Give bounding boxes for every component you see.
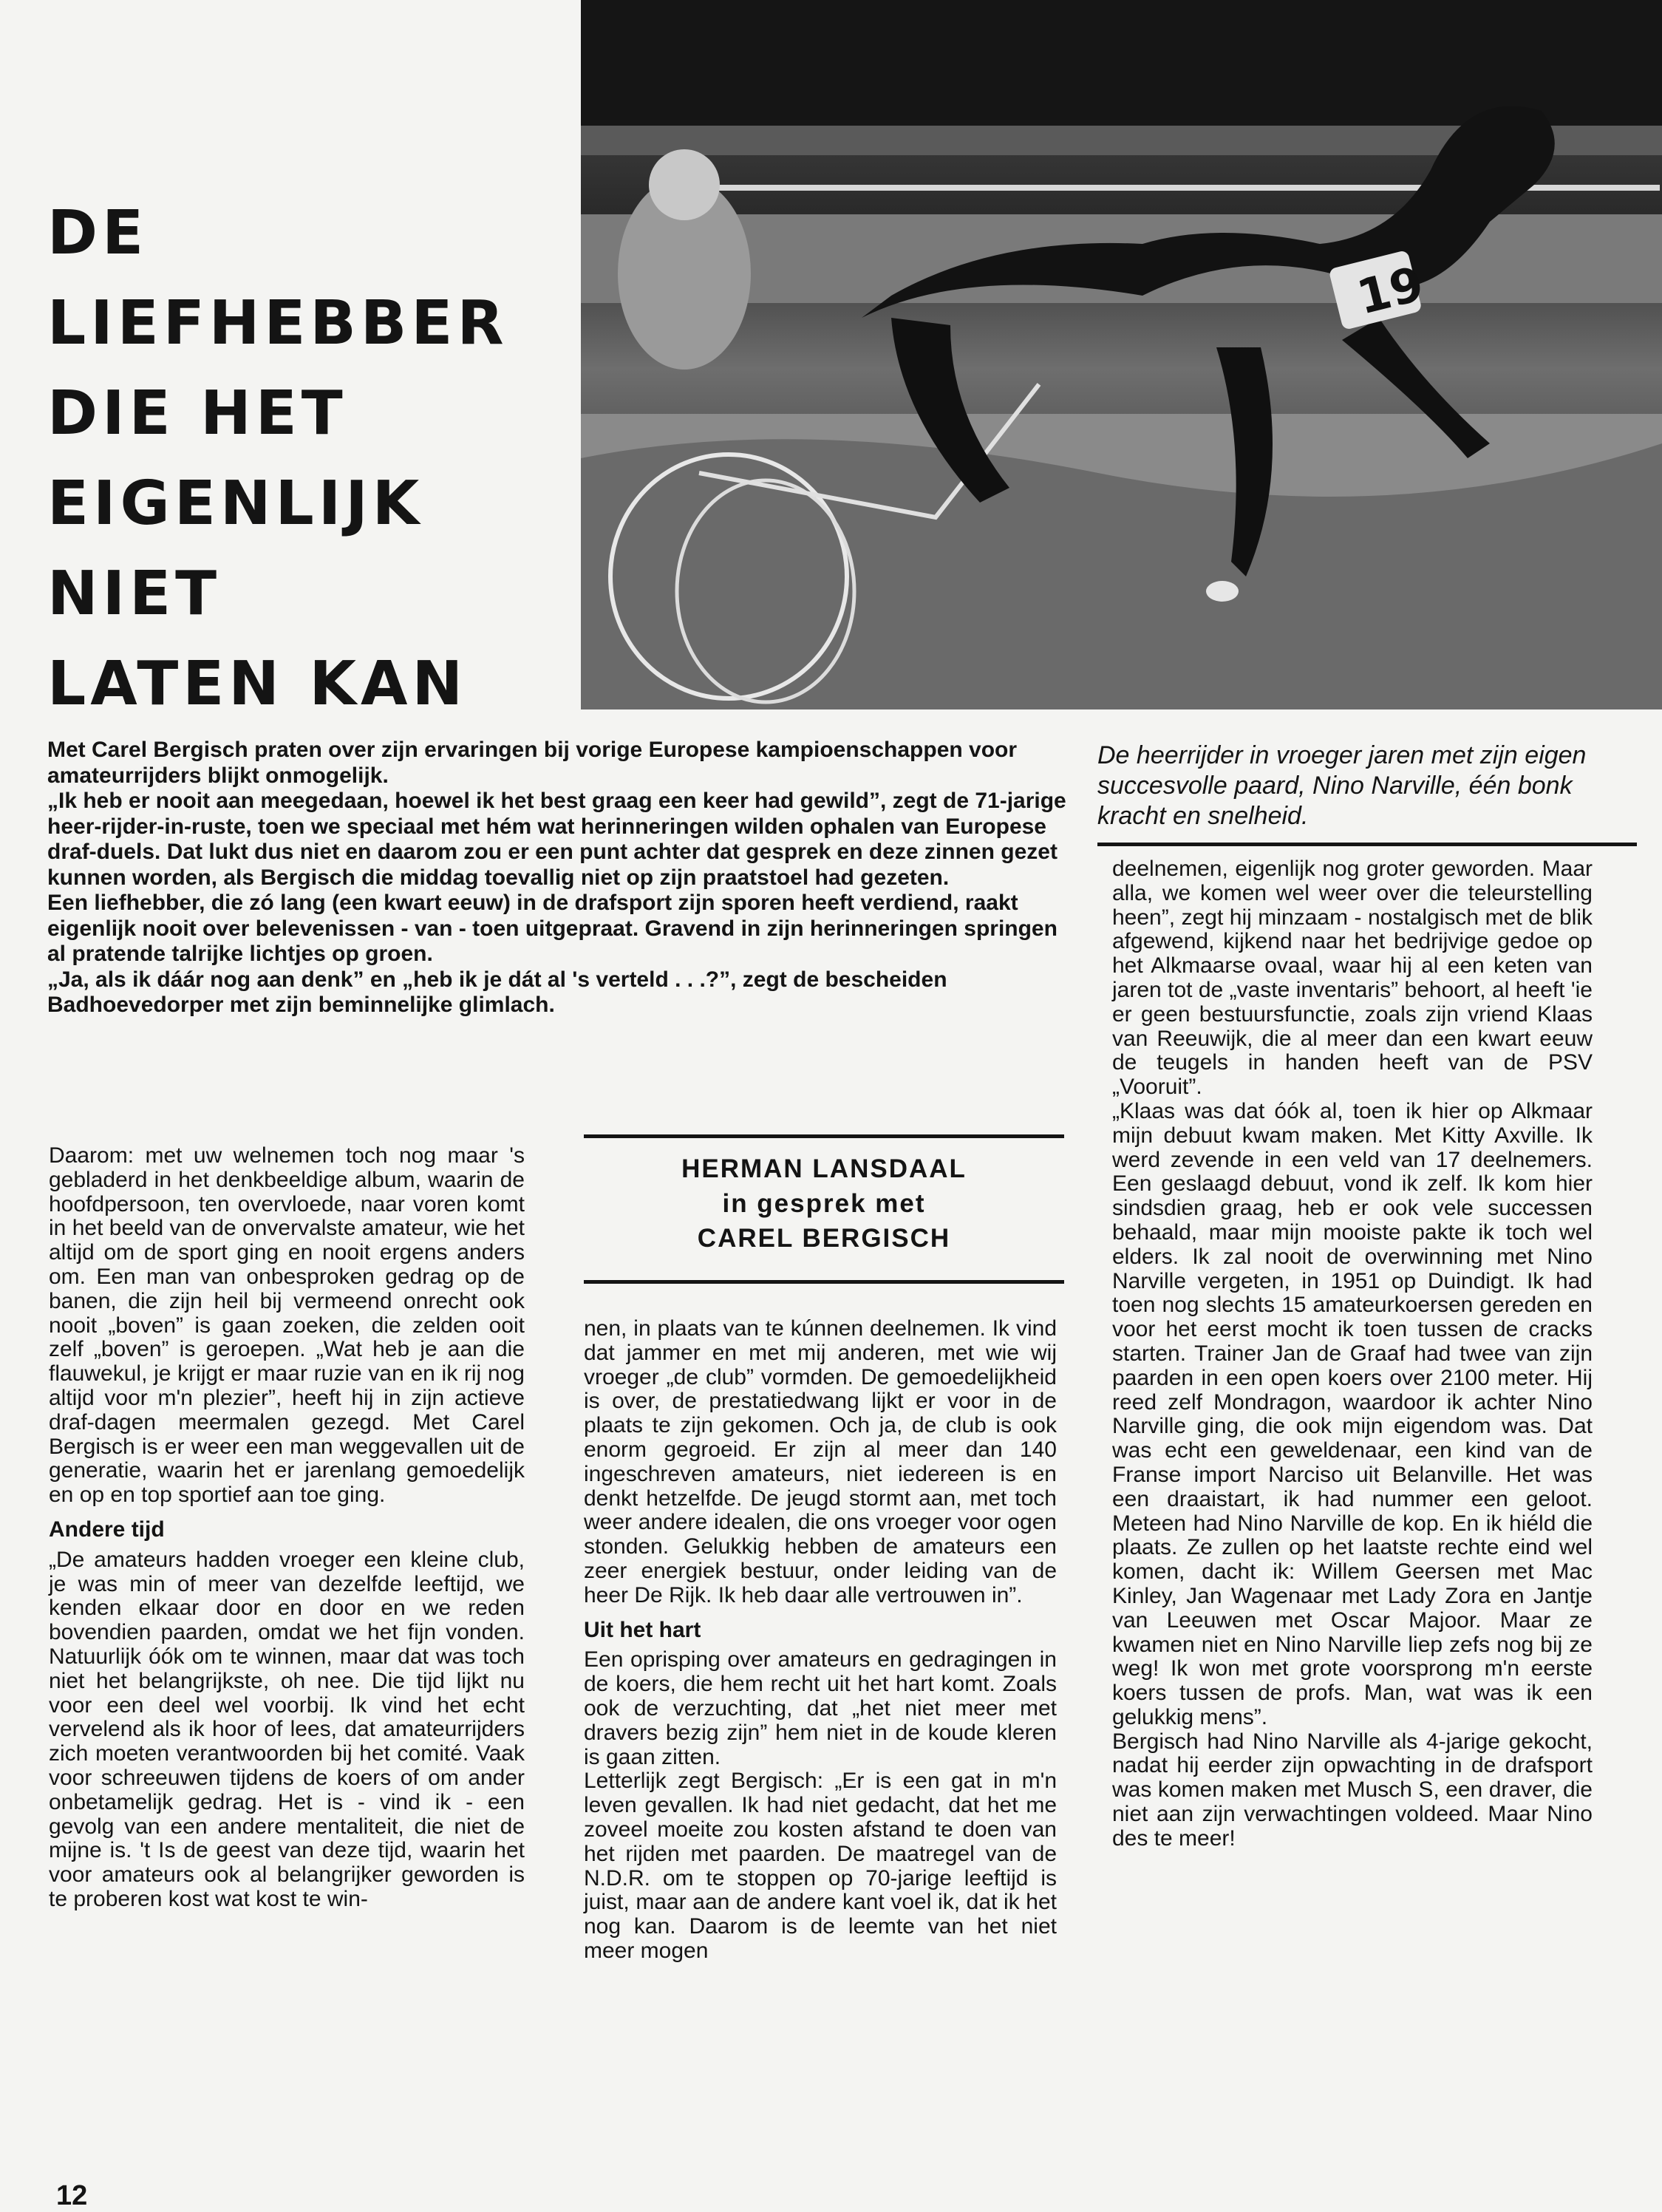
intro <box>47 738 1067 1018</box>
headline-line: NIET <box>47 559 222 629</box>
byline-subject: CAREL BERGISCH <box>697 1224 951 1253</box>
intro-paragraph: Een liefhebber, die zó lang (een kwart eeuw) in de drafsport zijn sporen heeft verdiend, raakt eigenlijk nooit over belevenissen - van - toen uitgepraat. Gravend in zijn herinneringen springen al pratende talrijke lichtjes op groen. <box>47 891 1058 966</box>
headline <box>47 188 565 729</box>
body-paragraph: Bergisch had Nino Narville als 4-jarige gekocht, nadat hij eerder zijn opwachting in de drafsport was komen maken met Musch S, een draver, die niet aan zijn verwachtingen voldeed. Maar Nino des te meer! <box>1112 1729 1593 1851</box>
subheading: Uit het hart <box>584 1617 701 1642</box>
body-paragraph: „Klaas was dat óók al, toen ik hier op Alkmaar mijn debuut kwam maken. Met Kitty Axville. Ik werd zevende in een veld van 17 deelnemers. Een geslaagd debuut, vond ik zelf. Ik kom hier sindsdien graag, heb er ook vele successen behaald, maar mijn mooiste pakte ik toch wel elders. Ik zal nooit de overwinning met Nino Narville vergeten, in 1951 op Duindigt. Ik had toen nog slechts 15 amateurkoersen gereden en voor het eerst mocht ik toen tussen de cracks starten. Trainer Jan de Graaf had twee van zijn paarden in een open koers over 2100 meter. Hij reed zelf Mondragon, waardoor ik achter Nino Narville ging, die ook mijn eigendom was. Dat was echt een geweldenaar, een kind van de Franse import Narciso uit Belanville. Het was een draaistart, ik had nummer een geloot. Meteen had Nino Narville de kop. En ik hiéld die plaats. Ze zullen op het laatste rechte eind wel komen, dacht ik: Willem Geersen met Mac Kinley, Jan Wagenaar met Lady Zora en Jantje van Leeuwen met Oscar Majoor. Maar ze kwamen niet en Nino Narville liep zefs nog bij ze weg! Ik won met grote voorsprong m'n eerste koers tussen de profs. Man, wat was ik een gelukkig mens”. <box>1112 1098 1593 1729</box>
column-3 <box>1112 857 1593 1851</box>
column-1 <box>49 1144 525 1912</box>
number-plate: 19 <box>1352 256 1429 326</box>
page-number: 12 <box>56 2180 88 2211</box>
byline-top-rule <box>584 1134 1064 1138</box>
byline <box>591 1151 1057 1256</box>
intro-paragraph: „Ja, als ik dáár nog aan denk” en „heb ik je dát al 's verteld . . .?”, zegt de bescheiden Badhoevedorper met zijn beminnelijke glimlach. <box>47 967 947 1017</box>
headline-line: DE <box>47 198 149 268</box>
caption-divider <box>1097 843 1637 846</box>
body-paragraph: Daarom: met uw welnemen toch nog maar 's gebladerd in het denkbeeldige album, waarin de hoofdpersoon, ten overvloede, naar voren komt in het beeld van de onvervalste amateur, wie het altijd om de sport ging en nooit ergens anders om. Een man van onbesproken gedrag op de banen, die zijn heil bij vermeend onrecht ook nooit „boven” is gaan zoeken, die zelden ooit zelf „boven” is geroepen. „Wat heb je aan die flauwekul, je krijgt er maar ruzie van en ik rij nog altijd voor m'n plezier”, heeft hij in zijn actieve draf-dagen meermalen gezegd. Met Carel Bergisch is er weer een man weggevallen uit de generatie, waarin het er jarenlang gemoedelijk en op en top sportief aan toe ging. <box>49 1143 525 1508</box>
body-paragraph: Letterlijk zegt Bergisch: „Er is een gat in m'n leven gevallen. Ik had niet gedacht, dat het me zoveel moeite zou kosten afstand te doen van het rijden met paarden. De maatregel van de N.D.R. om te stoppen op 70-jarige leeftijd is juist, maar aan de andere kant voel ik, dat ik het nog kan. Daarom is de leemte van het niet meer mogen <box>584 1769 1057 1963</box>
harness-racing-photo <box>581 0 1662 709</box>
photo-illustration <box>581 0 1662 709</box>
headline-line: LATEN KAN <box>47 649 468 719</box>
headline-line: LIEFHEBBER <box>47 288 508 358</box>
intro-paragraph: Met Carel Bergisch praten over zijn ervaringen bij vorige Europese kampioenschappen voor amateurrijders blijkt onmogelijk. <box>47 738 1018 788</box>
body-paragraph: nen, in plaats van te kúnnen deelnemen. Ik vind dat jammer en met mij anderen, met wie wij vroeger „de club” vormden. De gemoedelijkheid is over, de prestatiedwang lijkt er voor in de plaats te zijn gekomen. Och ja, de club is ook enorm gegroeid. Er zijn al meer dan 140 ingeschreven amateurs, niet iedereen is en denkt hetzelfde. De jeugd stormt aan, met toch weer andere idealen, die ons vroeger voor ogen stonden. Gelukkig hebben de amateurs een zeer energiek bestuur, onder leiding van de heer De Rijk. Ik heb daar alle vertrouwen in”. <box>584 1316 1057 1607</box>
byline-author: HERMAN LANSDAAL <box>681 1154 967 1183</box>
body-paragraph: Een oprisping over amateurs en gedragingen in de koers, die hem recht uit het hart komt. Zoals ook de verzuchting, dat „het niet meer met dravers bezig zijn” hem niet in de koude kleren is gaan zitten. <box>584 1647 1057 1769</box>
column-2 <box>584 1317 1057 1964</box>
byline-bottom-rule <box>584 1280 1064 1284</box>
headline-line: DIE HET <box>47 378 347 449</box>
subheading: Andere tijd <box>49 1517 165 1542</box>
byline-connector: in gesprek met <box>722 1189 926 1218</box>
photo-caption: De heerrijder in vroeger jaren met zijn eigen succesvolle paard, Nino Narville, één bonk kracht en snelheid. <box>1097 741 1587 830</box>
body-paragraph: deelnemen, eigenlijk nog groter geworden. Maar alla, we komen wel weer over die teleurstelling heen”, zegt hij minzaam - nostalgisch met de blik afgewend, kijkend naar het bedrijvige gedoe op het Alkmaarse ovaal, waar hij al een keten van jaren tot de „vaste inventaris” behoort, al heeft 'ie er geen bestuursfunctie, zoals zijn vriend Klaas van Reeuwijk, die al meer dan een kwart eeuw de teugels in handen heeft van de PSV „Vooruit”. <box>1112 857 1593 1100</box>
headline-line: EIGENLIJK <box>47 469 424 539</box>
intro-paragraph: „Ik heb er nooit aan meegedaan, hoewel ik het best graag een keer had gewild”, zegt de 71-jarige heer-rijder-in-ruste, toen we speciaal met hém wat herinneringen wilden ophalen van Europese draf-duels. Dat lukt dus niet en daarom zou er een punt achter dat gesprek en deze zinnen gezet kunnen worden, als Bergisch die middag toevallig niet op zijn praatstoel had gezeten. <box>47 789 1066 890</box>
body-paragraph: „De amateurs hadden vroeger een kleine club, je was min of meer van dezelfde leeftijd, we kenden elkaar door en door en we reden bovendien paarden, omdat we het fijn vonden. Natuurlijk óók om te winnen, maar dat was toch niet het belangrijkste, oh nee. Die tijd lijkt nu voor een deel wel voorbij. Ik vind het echt vervelend als ik hoor of lees, dat amateurrijders zich moeten verantwoorden bij het comité. Vaak voor schreeuwen tijdens de koers of om ander onbetamelijk gedrag. Het is - vind ik - een gevolg van een andere mentaliteit, die niet de mijne is. 't Is de geest van deze tijd, waarin het voor amateurs ook al belangrijker geworden is te proberen kost wat kost te win- <box>49 1547 525 1911</box>
